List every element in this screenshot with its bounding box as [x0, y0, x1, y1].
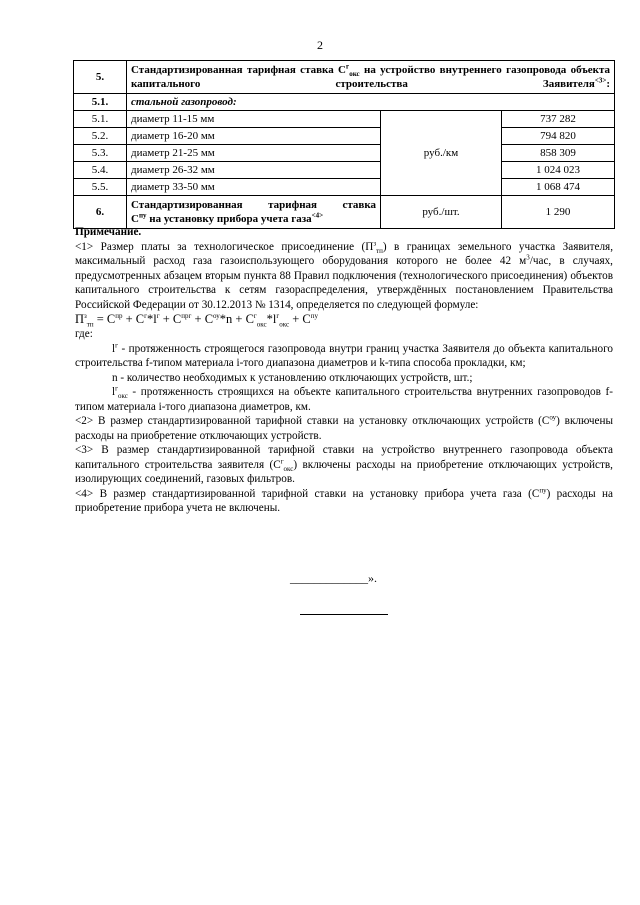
row-title: Стандартизированная тарифная ставка $С^{пу}$ на установку прибора учета газа$^{<4>}$ [127, 196, 381, 229]
table-row [74, 128, 615, 145]
table-row [74, 179, 615, 196]
page-number: 2 [317, 38, 323, 52]
row-number: 5.3. [74, 145, 127, 162]
row-number: 5.4. [74, 162, 127, 179]
table-row [74, 111, 615, 128]
note-4: <4> В размер стандартизированной тарифной ставки на установку прибора учета газа $(С^{пу})$ расходы на приобретение прибора учета не включены. [75, 485, 614, 514]
note-1: <1> Размер платы за технологическое присоединение $(П^з_{тп})$ в границах земельного участка Заявителя, максимальный расход газа газоиспользующего оборудования которого не более 42 $м^3$/час, в случаях, предусмотренных абзацем вторым пункта 88 Правил подключения (технологического присоединения) объектов капитального строительства к сетям газораспределения, утверждённых постановлением Правительства Российской Федерации от 30.12.2013 № 1314, определяется по следующей формуле: [75, 238, 613, 311]
unit-cell: руб./шт. [381, 196, 502, 229]
row-number: 5.5. [74, 179, 127, 196]
note-3: <3> В размер стандартизированной тарифной ставки на устройство внутреннего газопровода объекта капитального строительства заявителя $(С^г_{окс})$ включены расходы на приобретение отключающих устройств, изолирующих соединений, газовых фильтров. [75, 444, 613, 485]
row-title: Стандартизированная тарифная ставка $С^г_{окс}$ на устройство внутреннего газопровода объекта капитального строительства Заявителя$^{<3>}$: [127, 61, 615, 94]
row-number: 5. [74, 61, 127, 94]
row-label: диаметр 16-20 мм [127, 128, 381, 145]
row-label: диаметр 26-32 мм [127, 162, 381, 179]
note-2: <2> В размер стандартизированной тарифной ставки на установку отключающих устройств $(С^{оу})$ включены расходы на приобретение отключающих устройств. [75, 413, 613, 442]
table-row [74, 94, 615, 111]
row-value: 858 309 [502, 145, 615, 162]
definition-3: $l^г_{окс}$ - протяженность строящихся на объекте капитального строительства внутренних газопроводов f-типом материала i-того диапазона диаметров, км. [75, 384, 613, 413]
table-row [74, 61, 615, 94]
definition-2: n - количество необходимых к установлению отключающих устройств, шт.; [112, 371, 473, 384]
row-value: 737 282 [502, 111, 615, 128]
unit-cell: руб./км [381, 111, 502, 196]
definition-1: $l^г$ - протяженность строящегося газопровода внутри границ участка Заявителя до объекта капитального строительства f-типом материала i-того диапазона диаметров и k-типа способа прокладки, км; [75, 340, 613, 369]
notes-section [75, 225, 613, 516]
row-value: 1 290 [502, 196, 615, 229]
row-label: диаметр 11-15 мм [127, 111, 381, 128]
row-number: 5.1. [74, 111, 127, 128]
where-label: где: [75, 328, 93, 340]
row-label: диаметр 21-25 мм [127, 145, 381, 162]
tariff-table [73, 60, 615, 229]
row-number: 5.2. [74, 128, 127, 145]
signature-line: _____________». [290, 571, 377, 585]
table-row [74, 162, 615, 179]
table-row [74, 196, 615, 229]
formula: $П^з_{тп} = С^{пр} + С^г*l^г + С^{прг} + С^{оу}*n + С^г_{окс}*l^г_{окс} + С^{пу}$ [75, 311, 318, 329]
row-value: 794 820 [502, 128, 615, 145]
row-label: стальной газопровод: [127, 94, 615, 111]
table-row [74, 145, 615, 162]
row-number: 6. [74, 196, 127, 229]
notes-title: Примечание. [75, 226, 142, 238]
row-label: диаметр 33-50 мм [127, 179, 381, 196]
row-number: 5.1. [74, 94, 127, 111]
row-value: 1 068 474 [502, 179, 615, 196]
row-value: 1 024 023 [502, 162, 615, 179]
bottom-divider [300, 614, 388, 615]
